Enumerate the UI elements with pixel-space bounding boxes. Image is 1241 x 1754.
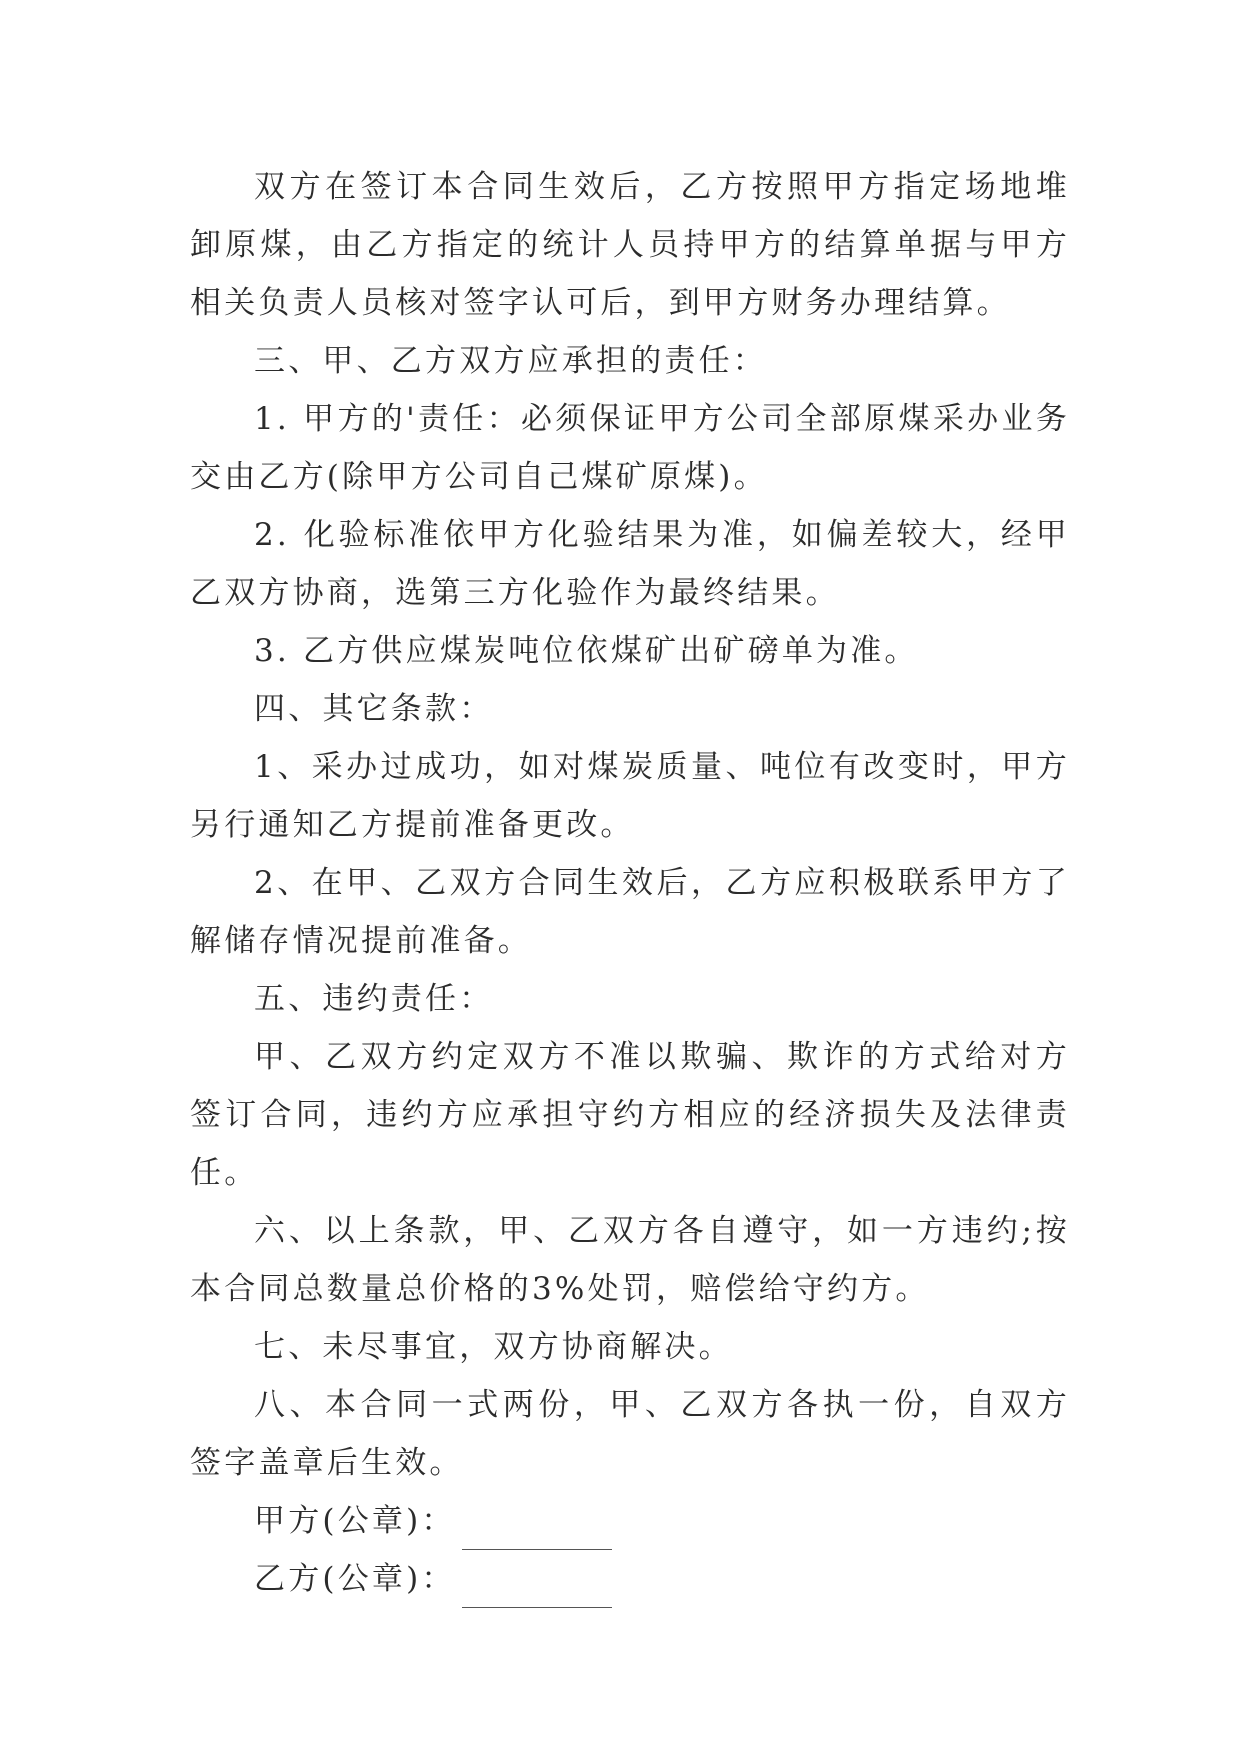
clause-3-1: 1. 甲方的'责任：必须保证甲方公司全部原煤采办业务交由乙方(除甲方公司自己煤矿原煤)。 (190, 401, 1070, 495)
contract-page (190, 158, 1070, 1608)
clause-3-2: 2. 化验标准依甲方化验结果为准，如偏差较大，经甲乙双方协商，选第三方化验作为最终结果。 (190, 517, 1070, 611)
breach-paragraph: 甲、乙双方约定双方不准以欺骗、欺诈的方式给对方签订合同，违约方应承担守约方相应的经济损失及法律责任。 (190, 1039, 1070, 1191)
section-three-heading: 三、甲、乙方双方应承担的责任： (254, 343, 767, 379)
party-b-label: 乙方(公章)： (254, 1561, 456, 1597)
party-a-signature-line (190, 1492, 1070, 1550)
settlement-paragraph: 双方在签订本合同生效后，乙方按照甲方指定场地堆卸原煤，由乙方指定的统计人员持甲方的结算单据与甲方相关负责人员核对签字认可后，到甲方财务办理结算。 (190, 169, 1070, 321)
clause-4-1: 1、采办过成功，如对煤炭质量、吨位有改变时，甲方另行通知乙方提前准备更改。 (190, 749, 1070, 843)
party-b-signature-blank (462, 1567, 612, 1608)
clause-3-3: 3. 乙方供应煤炭吨位依煤矿出矿磅单为准。 (254, 633, 919, 669)
section-eight: 八、本合同一式两份，甲、乙双方各执一份，自双方签字盖章后生效。 (190, 1387, 1070, 1481)
section-six: 六、以上条款，甲、乙双方各自遵守，如一方违约;按本合同总数量总价格的3%处罚，赔偿给守约方。 (190, 1213, 1070, 1307)
party-b-signature-line (190, 1550, 1070, 1608)
section-five-heading: 五、违约责任： (254, 981, 494, 1017)
party-a-signature-blank (462, 1509, 612, 1550)
clause-4-2: 2、在甲、乙双方合同生效后，乙方应积极联系甲方了解储存情况提前准备。 (190, 865, 1070, 959)
section-seven: 七、未尽事宜，双方协商解决。 (254, 1329, 733, 1365)
section-four-heading: 四、其它条款： (254, 691, 494, 727)
party-a-label: 甲方(公章)： (254, 1503, 456, 1539)
